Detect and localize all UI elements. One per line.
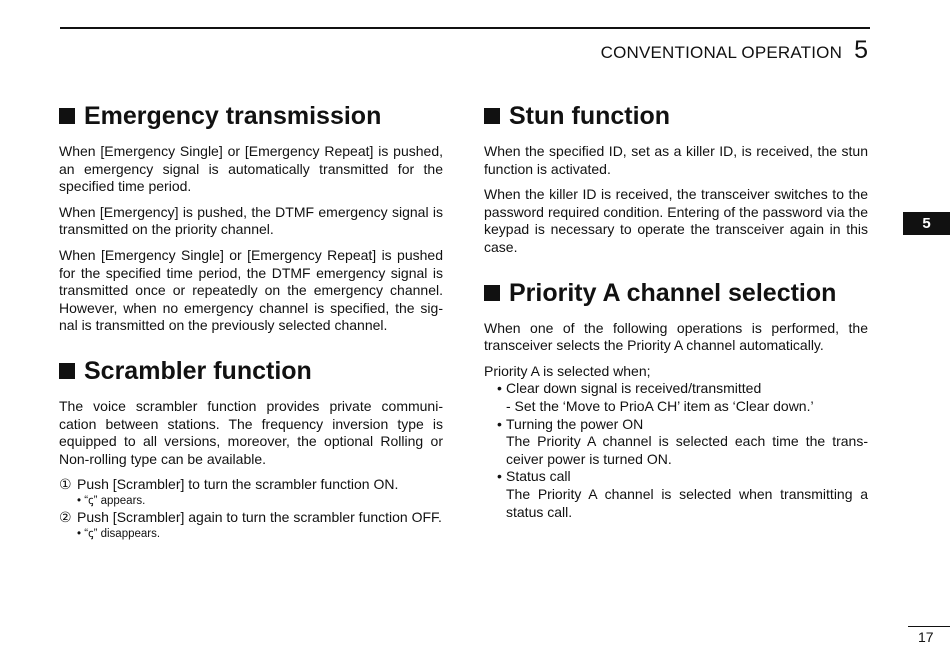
scrambler-title: Scrambler function xyxy=(84,356,312,385)
bullet-icon: • xyxy=(497,415,502,432)
square-bullet-icon xyxy=(59,363,75,379)
stun-title: Stun function xyxy=(509,102,671,130)
square-bullet-icon xyxy=(484,108,500,124)
emergency-paragraph-3: When [Emergency Single] or [Emergency Repeat] is pushed for the specified time period, the DTMF emergency signal is transmitted once or repeatedly on the emergency channel. However, when no emergency channel is specified, the sig-nal is transmitted on the previously selected channel. xyxy=(59,246,443,334)
priority-intro: Priority A is selected when; xyxy=(484,362,651,379)
priority-paragraph: When one of the following operations is performed, the transceiver selects the Priority A channel automatically. xyxy=(484,319,868,354)
priority-item-2 xyxy=(484,416,868,434)
square-bullet-icon xyxy=(484,285,500,301)
header-chapter-number: 5 xyxy=(854,36,868,64)
item-label: Status call xyxy=(506,468,571,485)
page-number-rule xyxy=(908,626,950,627)
step-text: Push [Scrambler] again to turn the scrambler function OFF. xyxy=(77,508,442,525)
page-number: 17 xyxy=(918,629,934,645)
step-marker: ② xyxy=(59,508,72,525)
item-detail: The Priority A channel is selected each time the trans-ceiver power is turned ON. xyxy=(506,433,868,467)
step-note: • “ꞔ” appears. xyxy=(77,494,146,507)
step-note: • “ꞔ” disappears. xyxy=(77,527,161,540)
scrambler-step-2 xyxy=(59,509,443,527)
item-label: Clear down signal is received/transmitted xyxy=(506,380,762,397)
emergency-paragraph-2: When [Emergency] is pushed, the DTMF emergency signal is transmitted on the priority channel. xyxy=(59,203,443,238)
priority-heading xyxy=(484,277,868,309)
priority-item-3 xyxy=(484,468,868,486)
right-column xyxy=(484,100,868,521)
emergency-heading xyxy=(59,100,443,132)
stun-paragraph-1: When the specified ID, set as a killer ID, is received, the stun function is activated. xyxy=(484,143,868,177)
top-rule xyxy=(60,27,870,29)
running-header xyxy=(601,36,868,65)
bullet-icon: • xyxy=(497,468,502,485)
emergency-paragraph-1: When [Emergency Single] or [Emergency Repeat] is pushed, an emergency signal is automatically transmitted for the specified time period. xyxy=(59,143,443,195)
scrambler-paragraph: The voice scrambler function provides private communi-cation between stations. The frequency inversion type is equipped to all versions, moreover, the optional Rolling or Non-rolling type can be available. xyxy=(59,397,443,467)
priority-title: Priority A channel selection xyxy=(509,278,837,307)
stun-paragraph-2: When the killer ID is received, the transceiver switches to the password required condition. Entering of the password via the keypad is necessary to operate the transceiver again in this case. xyxy=(484,186,868,255)
priority-item-1 xyxy=(484,380,868,398)
step-text: Push [Scrambler] to turn the scrambler function ON. xyxy=(77,476,399,493)
step-marker: ① xyxy=(59,476,72,493)
square-bullet-icon xyxy=(59,108,75,124)
item-label: Turning the power ON xyxy=(506,415,644,432)
header-title: CONVENTIONAL OPERATION xyxy=(600,43,843,62)
stun-heading xyxy=(484,100,868,132)
chapter-tab: 5 xyxy=(903,212,950,235)
item-detail: - Set the ‘Move to PrioA CH’ item as ‘Clear down.’ xyxy=(506,397,814,414)
item-detail: The Priority A channel is selected when transmitting a status call. xyxy=(506,485,868,520)
emergency-title: Emergency transmission xyxy=(84,102,382,130)
scrambler-heading xyxy=(59,355,443,387)
bullet-icon: • xyxy=(497,380,502,397)
left-column xyxy=(59,100,443,542)
scrambler-step-1 xyxy=(59,476,443,494)
